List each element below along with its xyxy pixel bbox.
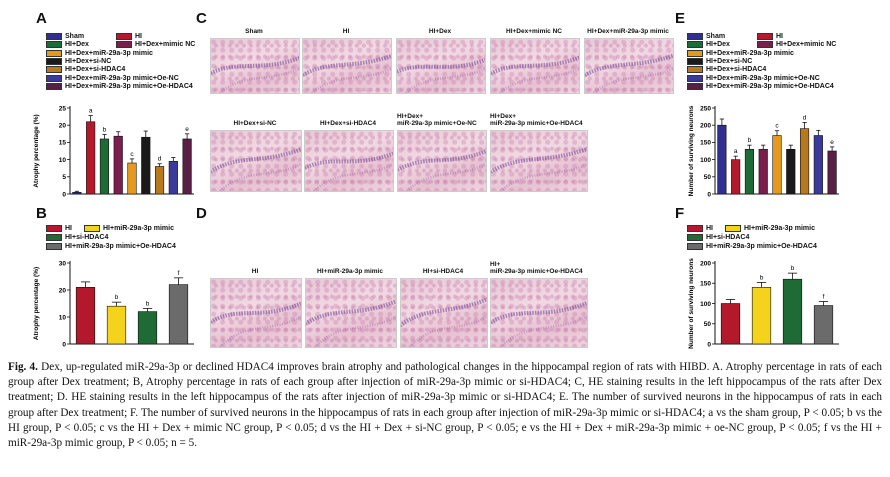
legend-item <box>46 75 179 82</box>
legend-label: HI+Dex+si-NC <box>65 57 112 65</box>
legend-label: HI+Dex+miR-29a-3p mimic <box>706 49 794 57</box>
legend-swatch <box>757 33 773 40</box>
panel-label-c: C <box>196 10 207 27</box>
legend-label: HI <box>135 33 142 40</box>
neuron-layer <box>305 151 393 170</box>
legend-item <box>757 41 836 48</box>
panel-label-a: A <box>36 10 47 27</box>
legend-item <box>725 225 815 232</box>
bar <box>114 136 123 194</box>
legend-item <box>46 58 111 65</box>
legend-swatch <box>725 225 741 232</box>
legend-label: HI+Dex+miR-29a-3p mimic+Oe-NC <box>706 74 820 82</box>
y-tick-label: 20 <box>58 287 66 295</box>
bar <box>100 139 109 194</box>
legend-e <box>687 33 837 103</box>
histology-label: Sham <box>245 28 263 35</box>
y-tick-label: 50 <box>703 321 711 329</box>
histology-label: HI+Dex+miR-29a-3p mimic <box>587 28 669 35</box>
chart-b <box>30 255 200 350</box>
legend-a <box>46 33 196 103</box>
neuron-layer <box>303 54 391 77</box>
neuron-layer <box>315 316 396 347</box>
y-tick-label: 200 <box>700 122 711 130</box>
histology-label: HI+Dex+ miR-29a-3p mimic+Oe-HDAC4 <box>490 113 583 127</box>
legend-item <box>46 66 125 73</box>
histology-image <box>584 38 674 94</box>
y-tick-label: 50 <box>703 174 711 182</box>
legend-label: Sham <box>65 33 85 40</box>
histology-image <box>305 278 397 348</box>
legend-label: HI+Dex+mimic NC <box>776 41 837 49</box>
bar <box>783 279 802 344</box>
y-tick-label: 0 <box>62 341 66 349</box>
y-axis-label: Number of surviving neurons <box>688 258 695 349</box>
legend-label: HI <box>65 225 72 232</box>
neuron-layer <box>220 164 301 191</box>
legend-label: HI+Dex+miR-29a-3p mimic <box>65 49 153 57</box>
significance-label: f <box>822 293 825 301</box>
histology-image <box>210 278 302 348</box>
legend-swatch <box>116 33 132 40</box>
neuron-layer <box>397 58 485 74</box>
legend-item <box>687 243 817 250</box>
legend-swatch <box>687 41 703 48</box>
y-tick-label: 0 <box>707 191 711 199</box>
neuron-layer <box>406 69 485 93</box>
legend-swatch <box>46 75 62 82</box>
y-axis-label: Number of surviving neurons <box>688 105 695 197</box>
significance-label: c <box>775 122 779 130</box>
histology-image <box>490 38 580 94</box>
legend-swatch <box>687 234 703 241</box>
chart-e <box>685 100 845 200</box>
histology-label: HI+si-HDAC4 <box>422 268 464 275</box>
y-tick-label: 150 <box>700 139 711 147</box>
significance-label: b <box>145 300 150 308</box>
figure-caption <box>8 360 882 451</box>
y-tick-label: 5 <box>62 174 66 182</box>
bar <box>86 122 95 194</box>
bar <box>142 137 151 194</box>
bar <box>787 149 796 194</box>
neuron-layer <box>220 69 299 93</box>
legend-swatch <box>687 50 703 57</box>
significance-label: c <box>130 150 134 158</box>
legend-item <box>46 234 108 241</box>
legend-swatch <box>687 83 703 90</box>
legend-item <box>46 41 89 48</box>
neuron-layer <box>407 164 486 191</box>
legend-label: HI+Dex+mimic NC <box>135 41 196 49</box>
panel-label-d: D <box>196 205 207 222</box>
histology-label: HI+Dex+mimic NC <box>506 28 562 35</box>
bar <box>73 192 82 194</box>
significance-label: b <box>790 265 795 273</box>
histology-image <box>210 38 300 94</box>
legend-swatch <box>46 58 62 65</box>
legend-item <box>116 33 142 40</box>
legend-swatch <box>687 225 703 232</box>
legend-label: HI+miR-29a-3p mimic <box>744 225 815 232</box>
bar <box>773 136 782 194</box>
histology-image <box>490 130 588 192</box>
significance-label: d <box>802 114 807 122</box>
legend-item <box>687 33 725 40</box>
legend-label: HI+Dex+miR-29a-3p mimic+Oe-HDAC4 <box>706 82 834 90</box>
neuron-layer <box>211 148 301 175</box>
significance-label: b <box>747 137 752 145</box>
legend-swatch <box>687 58 703 65</box>
significance-label: a <box>733 148 738 156</box>
legend-item <box>687 41 730 48</box>
legend-swatch <box>84 225 100 232</box>
legend-swatch <box>687 75 703 82</box>
legend-label: Sham <box>706 33 726 40</box>
significance-label: b <box>759 274 764 282</box>
caption-figure-number: Fig. 4. <box>8 361 38 373</box>
panel-label-f: F <box>675 205 685 222</box>
neuron-layer <box>500 69 579 93</box>
legend-label: HI+si-HDAC4 <box>65 234 109 241</box>
panel-label-e: E <box>675 10 686 27</box>
significance-label: d <box>157 155 162 163</box>
neuron-layer <box>401 297 487 329</box>
bar <box>800 129 809 194</box>
legend-swatch <box>46 33 62 40</box>
bar <box>183 139 192 194</box>
legend-b <box>46 225 196 255</box>
legend-item <box>84 225 174 232</box>
histology-image <box>304 130 394 192</box>
y-tick-label: 30 <box>58 260 66 268</box>
bar <box>128 163 137 194</box>
histology-label: HI <box>251 268 259 275</box>
legend-label: HI <box>776 33 783 40</box>
neuron-layer <box>501 316 587 347</box>
histology-image <box>490 278 588 348</box>
bar <box>814 306 833 344</box>
legend-item <box>687 66 766 73</box>
bar <box>745 149 754 194</box>
legend-label: HI+miR-29a-3p mimic <box>103 225 174 232</box>
legend-item <box>46 83 193 90</box>
legend-item <box>757 33 783 40</box>
legend-item <box>687 83 834 90</box>
significance-label: a <box>88 107 93 115</box>
y-tick-label: 0 <box>707 341 711 349</box>
significance-label: b <box>114 294 119 302</box>
histology-label: HI+Dex+ miR-29a-3p mimic+Oe-NC <box>397 113 477 127</box>
legend-f <box>687 225 837 255</box>
neuron-layer <box>501 164 587 191</box>
significance-label: b <box>102 126 107 134</box>
bar <box>107 306 126 344</box>
y-tick-label: 25 <box>58 105 66 113</box>
legend-label: HI+Dex+miR-29a-3p mimic+Oe-HDAC4 <box>65 82 193 90</box>
y-tick-label: 0 <box>62 191 66 199</box>
legend-item <box>46 243 176 250</box>
histology-image <box>397 130 487 192</box>
histology-label: HI+Dex+si-NC <box>233 120 277 127</box>
significance-label: e <box>185 125 189 133</box>
legend-label: HI+si-HDAC4 <box>706 234 750 241</box>
legend-swatch <box>46 41 62 48</box>
neuron-layer <box>491 56 579 76</box>
legend-item <box>46 33 84 40</box>
legend-item <box>687 75 820 82</box>
legend-swatch <box>46 50 62 57</box>
legend-label: HI+Dex+si-NC <box>706 57 753 65</box>
bar <box>76 287 95 344</box>
legend-label: HI+Dex <box>65 41 89 49</box>
legend-swatch <box>687 243 703 250</box>
bar <box>759 149 768 194</box>
bar <box>138 312 157 344</box>
bar <box>721 304 740 345</box>
bar <box>169 285 188 344</box>
legend-swatch <box>46 83 62 90</box>
bar <box>169 161 178 194</box>
histology-label: HI+Dex <box>428 28 452 35</box>
histology-image <box>400 278 488 348</box>
legend-item <box>116 41 195 48</box>
legend-item <box>687 58 752 65</box>
neuron-layer <box>312 69 391 93</box>
neuron-layer <box>211 301 301 325</box>
chart-a <box>30 100 200 200</box>
legend-label: HI+Dex <box>706 41 730 49</box>
legend-swatch <box>46 66 62 73</box>
caption-text: Dex, up-regulated miR-29a-3p or declined HDAC4 improves brain atrophy and pathological changes in the hippocampal region of rats with HIBD. A. Atrophy percentage in rats of each group after Dex treatment; B, Atrophy percentage in rats of each group after injection of miR-29a-3p mimic or si-HDAC4; C, HE staining results in the left hippocampus of the rats after Dex treatment; D. HE staining results in the left hippocampus of the rats after injection of miR-29a-3p mimic or si-HDAC4; E. The number of survived neurons in the hippocampus of rats in each group after Dex treatment; F. The number of survived neurons in the hippocampus of rats in each group after injection of miR-29a-3p mimic or si-HDAC4; a vs the sham group, P < 0.05; b vs the HI group, P < 0.05; c vs the HI + Dex + mimic NC group, P < 0.05; d vs the HI + Dex + si-NC group, P < 0.05; e vs the HI + Dex + miR-29a-3p mimic + oe-NC group, P < 0.05; f vs the HI + miR-29a-3p mimic group, P < 0.05; n = 5. <box>8 361 882 450</box>
bar <box>814 136 823 194</box>
y-tick-label: 100 <box>700 300 711 308</box>
histology-image <box>396 38 486 94</box>
bar <box>731 160 740 194</box>
legend-item <box>46 225 72 232</box>
chart-f <box>685 255 845 350</box>
legend-label: HI+miR-29a-3p mimic+Oe-HDAC4 <box>706 243 817 250</box>
histology-label: HI+miR-29a-3p mimic <box>317 268 383 275</box>
legend-swatch <box>757 41 773 48</box>
legend-label: HI <box>706 225 713 232</box>
legend-swatch <box>687 66 703 73</box>
bar <box>828 151 837 194</box>
legend-swatch <box>116 41 132 48</box>
legend-label: HI+miR-29a-3p mimic+Oe-HDAC4 <box>65 243 176 250</box>
legend-swatch <box>46 234 62 241</box>
y-tick-label: 250 <box>700 105 711 113</box>
legend-swatch <box>46 243 62 250</box>
histology-label: HI <box>342 28 350 35</box>
neuron-layer <box>220 316 301 347</box>
legend-swatch <box>46 225 62 232</box>
y-tick-label: 150 <box>700 280 711 288</box>
neuron-layer <box>410 316 487 347</box>
significance-label: f <box>177 269 180 277</box>
legend-item <box>46 50 153 57</box>
y-tick-label: 10 <box>58 314 66 322</box>
bar <box>718 125 727 194</box>
legend-item <box>687 234 749 241</box>
y-tick-label: 200 <box>700 260 711 268</box>
neuron-layer <box>594 69 673 93</box>
histology-image <box>210 130 302 192</box>
neuron-layer <box>314 164 393 191</box>
y-tick-label: 100 <box>700 156 711 164</box>
histology-image <box>302 38 392 94</box>
legend-label: HI+Dex+si-HDAC4 <box>65 66 126 74</box>
panel-label-b: B <box>36 205 47 222</box>
bar <box>155 166 164 194</box>
legend-item <box>687 50 794 57</box>
legend-item <box>687 225 713 232</box>
y-tick-label: 10 <box>58 156 66 164</box>
legend-swatch <box>687 33 703 40</box>
neuron-layer <box>585 54 673 78</box>
legend-label: HI+Dex+miR-29a-3p mimic+Oe-NC <box>65 74 179 82</box>
y-tick-label: 15 <box>58 139 66 147</box>
y-axis-label: Atrophy percentage (%) <box>33 114 40 188</box>
legend-label: HI+Dex+si-HDAC4 <box>706 66 767 74</box>
neuron-layer <box>491 147 587 175</box>
significance-label: e <box>830 138 834 146</box>
bar <box>752 287 771 344</box>
y-tick-label: 20 <box>58 122 66 130</box>
y-axis-label: Atrophy percentage (%) <box>33 266 40 341</box>
histology-label: HI+Dex+si-HDAC4 <box>320 120 376 127</box>
histology-label: HI+ miR-29a-3p mimic+Oe-HDAC4 <box>490 261 583 275</box>
